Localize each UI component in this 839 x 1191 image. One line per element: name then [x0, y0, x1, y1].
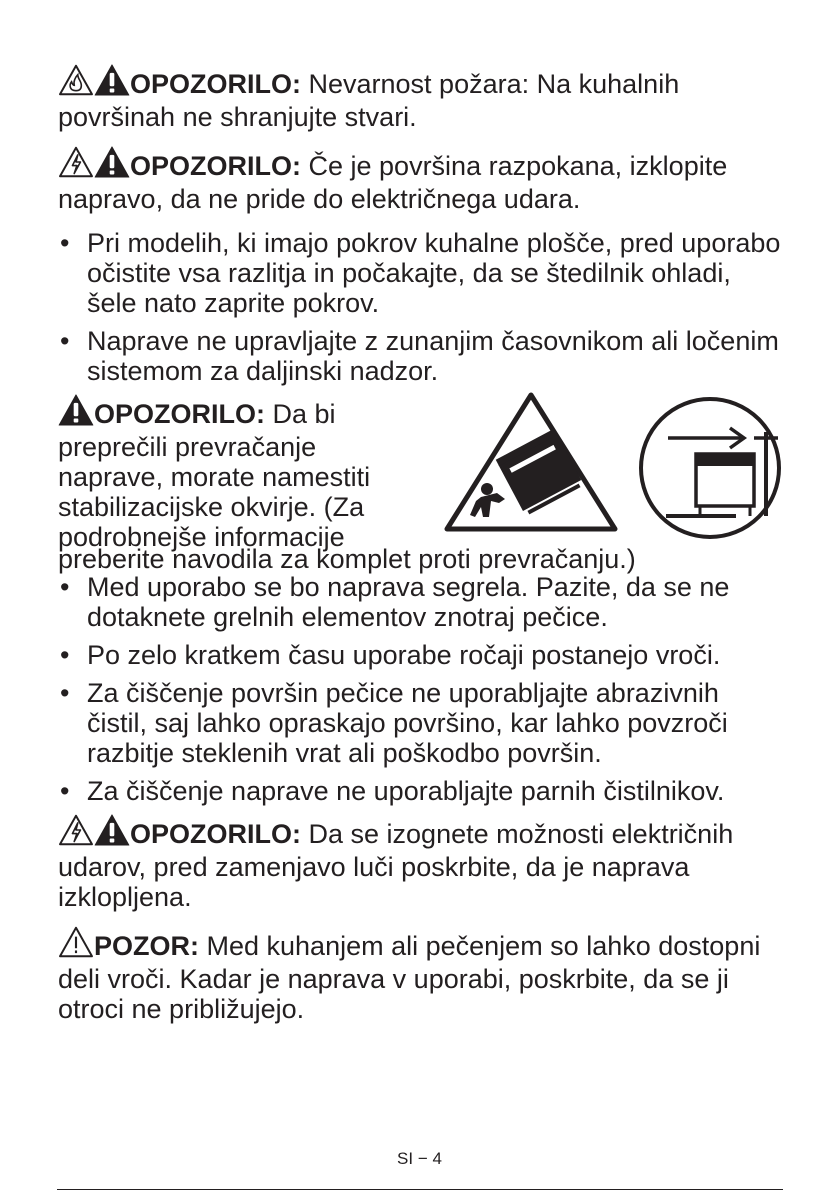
warning-text: Če je površina razpokana, izklopite napravo, da ne pride do električnega udara.: [58, 151, 728, 214]
list-item: • Med uporabo se bo naprava segrela. Pazite, da se ne dotaknete grelnih elementov znotraj pečice.: [58, 572, 783, 632]
warning-text: Da se izognete možnosti električnih udarov, pred zamenjavo luči poskrbite, da je naprava izklopljena.: [58, 819, 734, 912]
fire-warning: [58, 64, 783, 132]
tip-over-warning: [58, 394, 783, 572]
shock-warning: [58, 146, 783, 214]
caution-label: POZOR:: [94, 931, 199, 961]
bullet-list: [58, 228, 783, 386]
warning-text-continued: preberite navodila za komplet proti prevračanju.): [58, 544, 636, 574]
warning-text: Nevarnost požara: Na kuhalnih površinah ne shranjujte stvari.: [58, 69, 680, 132]
exclamation-warning-icon: [94, 64, 130, 102]
caution-icon: [58, 926, 94, 964]
caution-hot-parts: [58, 926, 783, 1024]
fire-warning-icon: [58, 64, 94, 102]
footer-rule: [57, 1189, 783, 1190]
warning-label: OPOZORILO:: [94, 399, 265, 429]
caution-text: Med kuhanjem ali pečenjem so lahko dostopni deli vroči. Kadar je naprava v uporabi, poskrbite, da se ji otroci ne približujejo.: [58, 931, 761, 1024]
anti-tip-bracket-icon: [638, 396, 782, 540]
exclamation-warning-icon: [94, 146, 130, 184]
list-item: • Pri modelih, ki imajo pokrov kuhalne plošče, pred uporabo očistite vsa razlitja in počakajte, da se štedilnik ohladi, šele nato zaprite pokrov.: [58, 228, 783, 318]
tip-over-text-block: [58, 394, 418, 552]
tip-over-hazard-icon: [441, 389, 621, 533]
exclamation-warning-icon: [94, 814, 130, 852]
warning-label: OPOZORILO:: [130, 819, 301, 849]
list-item: • Za čiščenje površin pečice ne uporabljajte abrazivnih čistil, saj lahko opraskajo površino, kar lahko povzroči razbitje steklenih vrat ali poškodbo površin.: [58, 678, 783, 768]
list-item: • Za čiščenje naprave ne uporabljajte parnih čistilnikov.: [58, 776, 783, 806]
warning-label: OPOZORILO:: [130, 69, 301, 99]
warning-text: Da bi preprečili prevračanje naprave, morate namestiti stabilizacijske okvirje. (Za podrobnejše informacije: [58, 399, 371, 552]
electric-shock-warning-icon: [58, 146, 94, 184]
warning-label: OPOZORILO:: [130, 151, 301, 181]
warnings-page: [58, 64, 783, 1038]
list-item: • Po zelo kratkem času uporabe ročaji postanejo vroči.: [58, 640, 783, 670]
page-number: SI − 4: [397, 1149, 442, 1168]
electric-shock-warning-icon: [58, 814, 94, 852]
lamp-shock-warning: [58, 814, 783, 912]
bullet-list: [58, 572, 783, 806]
list-item: • Naprave ne upravljajte z zunanjim časovnikom ali ločenim sistemom za daljinski nadzor.: [58, 326, 783, 386]
exclamation-warning-icon: [58, 394, 94, 432]
